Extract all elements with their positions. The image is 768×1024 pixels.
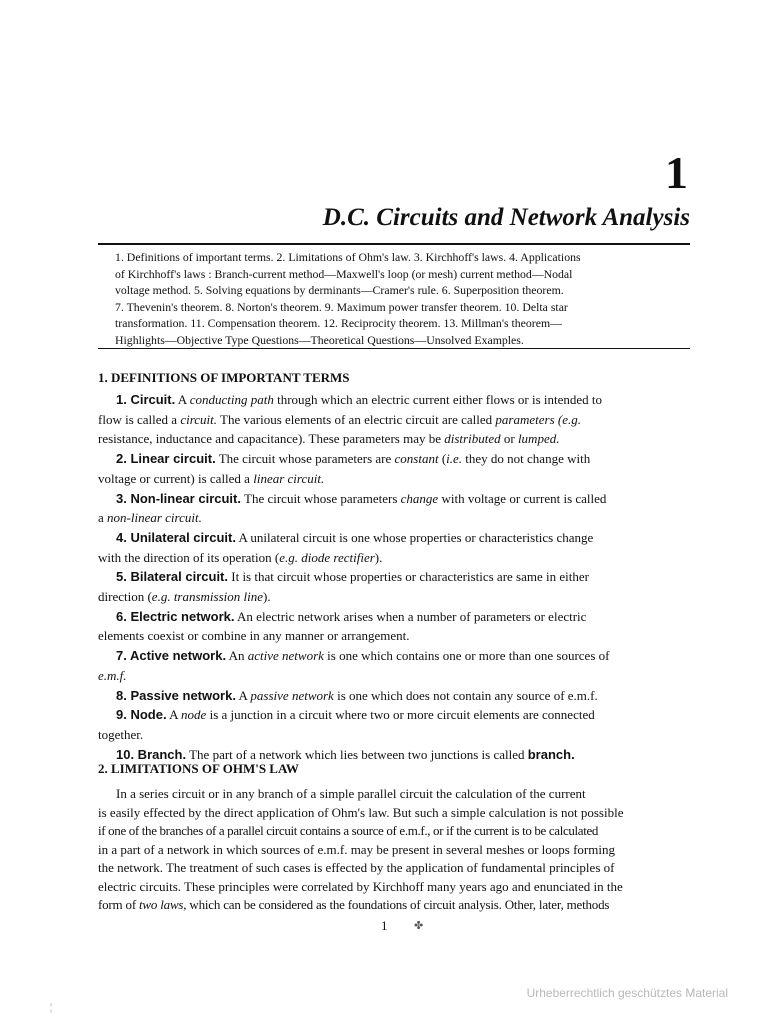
text-italic: i.e.	[446, 451, 463, 467]
text: A unilateral circuit is one whose properties or characteristics change	[235, 529, 594, 545]
paragraph-line	[98, 896, 690, 915]
text: is a junction in a circuit where two or more circuit elements are connected	[206, 707, 595, 723]
definition-circuit-cont	[98, 410, 690, 430]
definition-node	[98, 705, 690, 725]
contents-line: transformation. 11. Compensation theorem. 12. Reciprocity theorem. 13. Millman's theorem—	[115, 316, 562, 331]
contents-line: voltage method. 5. Solving equations by derminants—Cramer's rule. 6. Superposition theorem.	[115, 283, 564, 298]
paragraph-line: in a part of a network in which sources of e.m.f. may be present in several meshes or loops forming	[98, 841, 615, 857]
edge-mark: ¦	[50, 1002, 53, 1013]
text: direction (	[98, 589, 152, 605]
text: is one which contains one or more than one sources of	[323, 648, 610, 664]
text: flow is called a	[98, 411, 181, 427]
definition-term: 6. Electric network.	[116, 608, 235, 624]
definition-term: 10. Branch.	[116, 746, 187, 762]
text: A	[235, 687, 251, 703]
text: voltage or current) is called a	[98, 470, 254, 486]
text-bold: branch.	[527, 746, 575, 762]
chapter-contents	[115, 249, 683, 349]
paragraph-line: if one of the branches of a parallel circuit contains a source of e.m.f., or if the current is to be calculated	[98, 823, 599, 838]
definition-active-network	[98, 646, 690, 666]
text: A	[175, 392, 190, 407]
paragraph-line: is easily effected by the direct application of Ohm's law. But such a simple calculation is not possible	[98, 804, 624, 820]
text-italic: e.m.f.	[98, 667, 127, 683]
ohms-law-paragraph	[98, 785, 690, 915]
text: ).	[374, 549, 383, 565]
text: with voltage or current is called	[438, 490, 607, 506]
definition-unilateral-circuit	[98, 528, 690, 548]
text-italic: two laws	[139, 897, 184, 912]
definition-term: 1. Circuit.	[116, 392, 176, 407]
section-heading-definitions: 1. DEFINITIONS OF IMPORTANT TERMS	[98, 370, 350, 385]
text: The various elements of an electric circuit are called	[217, 411, 496, 427]
text-italic: constant	[394, 451, 439, 467]
text-italic: parameters (e.g.	[495, 411, 581, 427]
definition-circuit	[98, 390, 690, 410]
text: together.	[98, 726, 144, 742]
definition-term: 5. Bilateral circuit.	[116, 569, 228, 585]
contents-line: 7. Thevenin's theorem. 8. Norton's theorem. 9. Maximum power transfer theorem. 10. Delta star	[115, 299, 568, 314]
text-italic: e.g. transmission line	[151, 589, 264, 605]
text: resistance, inductance and capacitance). These parameters may be	[98, 431, 445, 447]
definition-node-cont	[98, 725, 690, 745]
text: The part of a network which lies between two junctions is called	[186, 746, 528, 762]
definition-term: 4. Unilateral circuit.	[116, 529, 236, 545]
text: It is that circuit whose properties or characteristics are same in either	[228, 569, 589, 585]
text: they do not change with	[462, 451, 591, 467]
text-italic: passive network	[250, 687, 334, 703]
text-italic: change	[400, 490, 439, 506]
print-mark: ✤	[414, 920, 424, 932]
text: or	[500, 431, 518, 447]
definition-non-linear-circuit-cont	[98, 508, 690, 528]
copyright-watermark: Urheberrechtlich geschütztes Material	[526, 986, 728, 1000]
text: with the direction of its operation (	[98, 549, 280, 565]
definition-passive-network	[98, 686, 690, 706]
definition-bilateral-circuit	[98, 567, 690, 587]
text: ).	[263, 589, 271, 605]
text-italic: linear circuit.	[253, 470, 325, 486]
definition-term: 9. Node.	[116, 707, 167, 723]
definition-term: 7. Active network.	[116, 648, 227, 664]
text: a	[98, 510, 108, 526]
text: An	[226, 648, 248, 664]
page-number: 1	[381, 918, 388, 933]
text-italic: lumped.	[517, 431, 560, 447]
text: The circuit whose parameters are	[215, 451, 395, 467]
chapter-number: 1	[665, 147, 688, 198]
definition-circuit-cont	[98, 429, 690, 449]
text-italic: node	[181, 707, 207, 723]
chapter-title: D.C. Circuits and Network Analysis	[322, 204, 690, 231]
contents-line: Highlights—Objective Type Questions—Theoretical Questions—Unsolved Examples.	[115, 332, 524, 347]
definition-active-network-cont	[98, 666, 690, 686]
definition-electric-network-cont	[98, 626, 690, 646]
definition-linear-circuit-cont	[98, 469, 690, 489]
text: (	[438, 451, 447, 467]
bottom-rule	[98, 348, 690, 349]
paragraph-line: the network. The treatment of such cases is effected by the application of fundamental principles of	[98, 860, 615, 875]
text: The circuit whose parameters	[240, 490, 401, 506]
paragraph-line: electric circuits. These principles were correlated by Kirchhoff many years ago and enunciated in the	[98, 878, 623, 894]
text-italic: e.g. diode rectifier	[279, 549, 375, 565]
text-italic: conducting path	[189, 392, 274, 407]
contents-line: 1. Definitions of important terms. 2. Limitations of Ohm's law. 3. Kirchhoff's laws. 4. Applications	[115, 250, 581, 264]
definition-unilateral-circuit-cont	[98, 548, 690, 568]
text: elements coexist or combine in any manner or arrangement.	[98, 628, 410, 644]
text: , which can be considered as the foundations of circuit analysis. Other, later, methods	[183, 897, 610, 912]
definition-linear-circuit	[98, 449, 690, 469]
text: form of	[98, 897, 139, 912]
text-italic: distributed	[444, 431, 501, 447]
definition-electric-network	[98, 607, 690, 627]
definition-term: 8. Passive network.	[116, 687, 236, 703]
top-rule	[98, 243, 690, 245]
text-italic: non-linear circuit.	[107, 510, 202, 526]
text-italic: active network	[247, 648, 324, 664]
paragraph-line: In a series circuit or in any branch of a simple parallel circuit the calculation of the current	[116, 786, 586, 801]
text: An electric network arises when a number of parameters or electric	[234, 608, 587, 624]
section-heading-ohms-law: 2. LIMITATIONS OF OHM'S LAW	[98, 761, 299, 776]
contents-line: of Kirchhoff's laws : Branch-current method—Maxwell's loop (or mesh) current method—Nodal	[115, 266, 573, 281]
definition-bilateral-circuit-cont	[98, 587, 690, 607]
text: A	[166, 707, 182, 723]
text: through which an electric current either flows or is intended to	[273, 392, 603, 407]
text: is one which does not contain any source of e.m.f.	[333, 687, 598, 703]
text-italic: circuit.	[180, 411, 218, 427]
definition-term: 3. Non-linear circuit.	[116, 490, 241, 506]
definition-term: 2. Linear circuit.	[116, 451, 216, 467]
definitions-list	[98, 390, 690, 764]
definition-non-linear-circuit	[98, 489, 690, 509]
